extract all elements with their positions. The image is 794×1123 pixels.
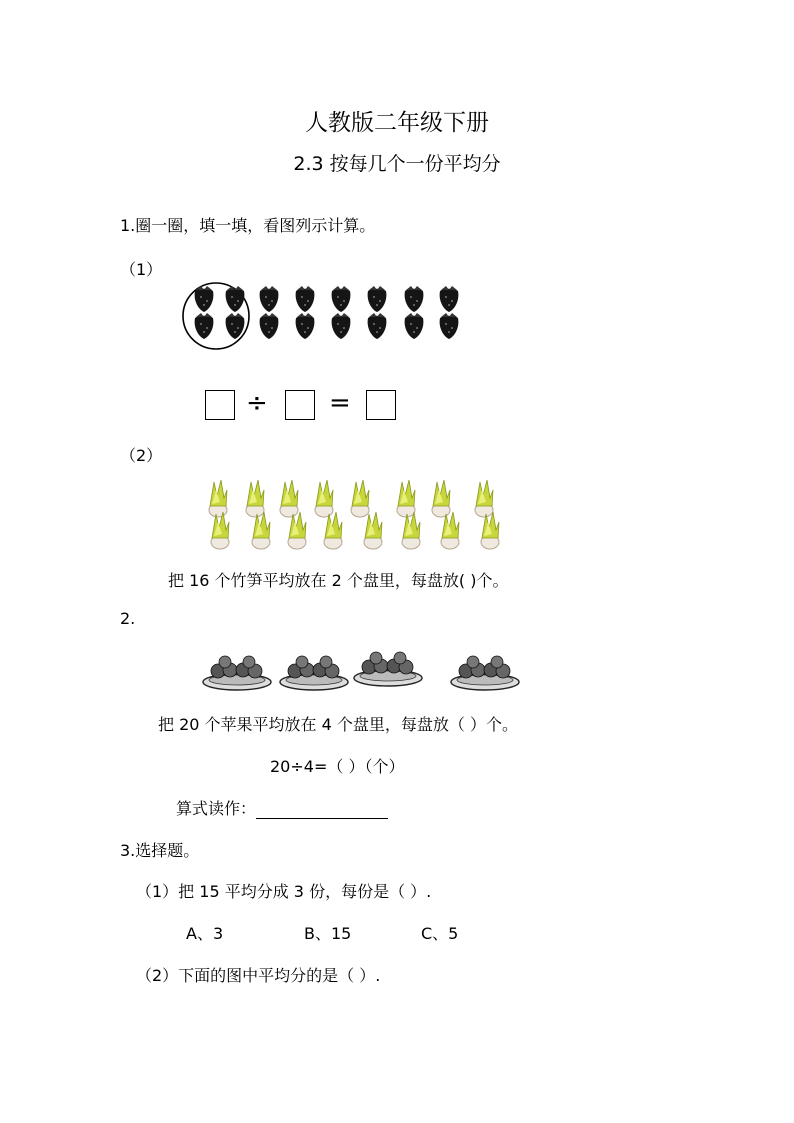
equals-sign: =: [329, 388, 351, 418]
page-subtitle: 2.3 按每几个一份平均分: [293, 153, 501, 175]
apple-plate-icon: [203, 652, 519, 690]
q3-heading: 3.选择题。: [120, 841, 200, 860]
q1-part1-label: （1）: [120, 260, 163, 279]
apple-plate-group: [200, 638, 520, 694]
bamboo-shoot-icon: [209, 480, 499, 549]
q2-equation: 20÷4=（ ）（个）: [270, 757, 405, 776]
q2-read-line: [176, 796, 388, 819]
q3-item2: （2）下面的图中平均分的是（ ）.: [136, 966, 381, 985]
answer-box-quotient[interactable]: [366, 390, 396, 420]
q3-option-b[interactable]: B、15: [304, 924, 352, 943]
q2-text: 把 20 个苹果平均放在 4 个盘里，每盘放（ ）个。: [158, 715, 518, 734]
answer-box-divisor[interactable]: [285, 390, 315, 420]
q3-option-a[interactable]: A、3: [186, 924, 224, 943]
q1-part2-label: （2）: [120, 446, 163, 465]
q2-read-label: 算式读作：: [176, 799, 257, 818]
bamboo-shoot-group: [200, 472, 510, 552]
answer-line[interactable]: [256, 802, 388, 819]
strawberry-icon: [195, 286, 459, 339]
answer-box-dividend[interactable]: [205, 390, 235, 420]
strawberry-group: [182, 280, 472, 352]
q2-heading: 2.: [120, 609, 136, 628]
q3-option-c[interactable]: C、5: [421, 924, 459, 943]
page-title: 人教版二年级下册: [305, 110, 489, 136]
division-sign: ÷: [246, 388, 268, 418]
q1-part2-text: 把 16 个竹笋平均放在 2 个盘里，每盘放( )个。: [168, 571, 509, 590]
q1-heading: 1.圈一圈，填一填，看图列示计算。: [120, 216, 376, 235]
q3-item1: （1）把 15 平均分成 3 份，每份是（ ）.: [136, 882, 432, 901]
